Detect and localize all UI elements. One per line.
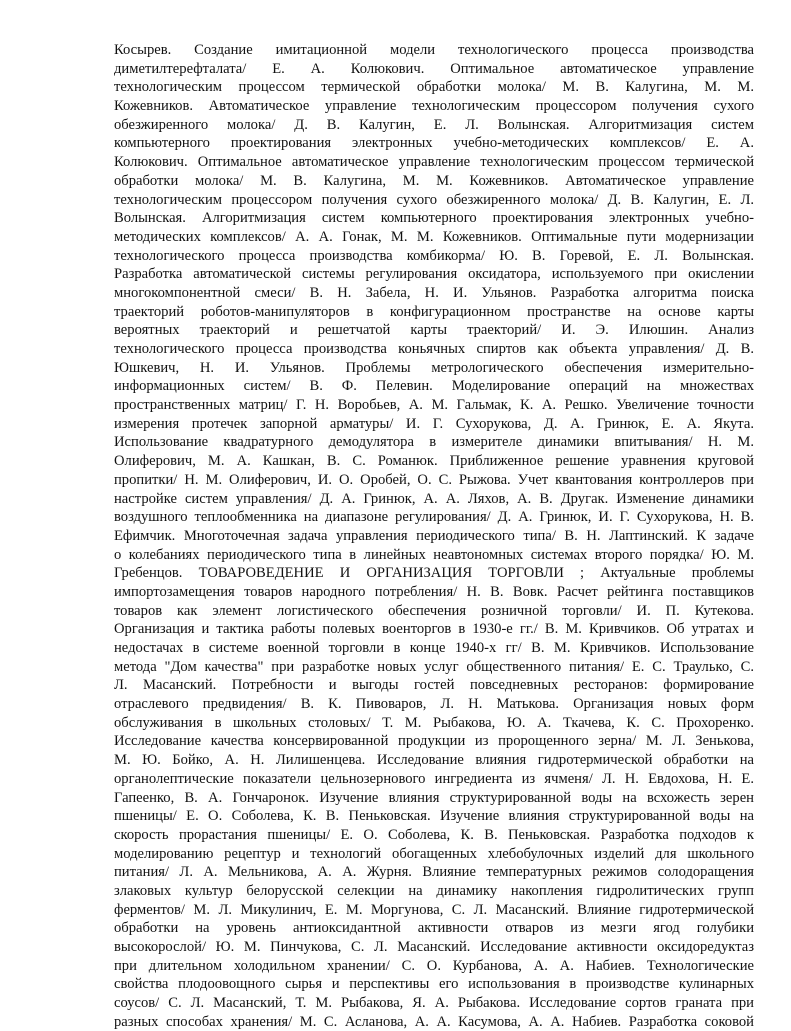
text-line: обезжиренного молока/ Д. В. Калугин, Е. Л. Волынская. Алгоритмизация систем (114, 116, 754, 133)
text-line: товаров как элемент логистического обеспечения розничной торговли/ И. П. Кутекова. (114, 602, 754, 619)
text-line: Организация и тактика работы полевых военторгов в 1930-е гг./ В. М. Кривчиков. Об утратах и (114, 621, 754, 638)
text-line: ферментов/ М. Л. Микулинич, Е. М. Моргунова, С. Л. Масанский. Влияние гидротермической (114, 901, 754, 918)
text-line: Разработка автоматической системы регулирования оксидатора, используемого при окислении (114, 266, 754, 283)
text-line: органолептические показатели цельнозернового ингредиента из ячменя/ Л. Н. Евдохова, Н. Е. (114, 770, 754, 787)
text-line: метода "Дом качества" при разработке новых услуг общественного питания/ Е. С. Траулько, С. (114, 658, 754, 675)
text-line: настройке систем управления/ Д. А. Гринюк, А. А. Ляхов, А. В. Другак. Изменение динамики (114, 490, 754, 507)
text-line: Исследование качества консервированной продукции из пророщенного зерна/ М. Л. Зенькова, (114, 733, 754, 750)
text-line: обработки молока/ М. В. Калугина, М. М. Кожевников. Автоматическое управление (114, 172, 754, 189)
text-line: о колебаниях периодического типа в линейных неавтономных системах второго порядка/ Ю. М. (114, 546, 754, 563)
text-line: пропитки/ Н. М. Олиферович, И. О. Оробей, О. С. Рыжова. Учет квантования контроллеров при (114, 471, 754, 488)
text-line: информационных систем/ В. Ф. Пелевин. Моделирование операций на множествах (114, 378, 754, 395)
text-line: измерения протечек запорной арматуры/ И. Г. Сухорукова, Д. А. Гринюк, Е. А. Якута. (114, 415, 754, 432)
text-line: воздушного теплообменника на диапазоне регулирования/ Д. А. Гринюк, И. Г. Сухорукова, Н. В. (114, 509, 754, 526)
text-line: Гапеенко, В. А. Гончаронок. Изучение влияния структурированной воды на всхожесть зерен (114, 789, 754, 806)
text-line: высокорослой/ Ю. М. Пинчукова, С. Л. Масанский. Исследование активности оксидоредуктаз (114, 939, 754, 955)
text-line: методических комплексов/ А. А. Гонак, М. М. Кожевников. Оптимальные пути модернизации (114, 228, 754, 245)
text-line: технологическим процессором получения сухого обезжиренного молока/ Д. В. Калугин, Е. Л. (114, 191, 754, 208)
text-line: Кожевников. Автоматическое управление технологическим процессором получения сухого (114, 98, 754, 115)
text-line: разных способах хранения/ М. С. Асланова, А. А. Касумова, А. А. Набиев. Разработка соковой (114, 1013, 754, 1030)
text-line: пшеницы/ Е. О. Соболева, К. В. Пеньковская. Изучение влияния структурированной воды на (114, 808, 754, 825)
text-line: свойства плодоовощного сырья и перспективы его использования в производстве кулинарных (114, 976, 754, 993)
text-line: Волынская. Алгоритмизация систем компьютерного проектирования электронных учебно- (114, 210, 754, 227)
text-line: обслуживания в школьных столовых/ Т. М. Рыбакова, Ю. А. Ткачева, К. С. Прохоренко. (114, 714, 754, 731)
text-line: моделированию рецептур и технологий обогащенных хлебобулочных изделий для школьного (114, 845, 754, 862)
text-line: соусов/ С. Л. Масанский, Т. М. Рыбакова, Я. А. Рыбакова. Исследование сортов граната при (114, 995, 754, 1012)
text-line: многокомпонентной смеси/ В. Н. Забела, Н. И. Ульянов. Разработка алгоритма поиска (114, 284, 754, 301)
text-line: Косырев. Создание имитационной модели технологического процесса производства (114, 42, 754, 58)
text-line: Колюкович. Оптимальное автоматическое управление технологическим процессом термической (114, 154, 754, 171)
text-line: технологического процесса производства комбикорма/ Ю. В. Горевой, Е. Л. Волынская. (114, 247, 754, 264)
text-line: технологическим процессом термической обработки молока/ М. В. Калугина, М. М. (114, 79, 754, 96)
text-line: скорость прорастания пшеницы/ Е. О. Соболева, К. В. Пеньковская. Разработка подходов к (114, 826, 754, 843)
text-line: Олиферович, М. А. Кашкан, В. С. Романюк. Приближенное решение уравнения круговой (114, 453, 754, 470)
text-line: отраслевого предвидения/ В. К. Пивоваров, Л. Н. Матькова. Организация новых форм (114, 696, 754, 713)
text-line: при длительном холодильном хранении/ С. О. Курбанова, А. А. Набиев. Технологические (114, 957, 754, 974)
text-line: диметилтерефталата/ Е. А. Колюкович. Оптимальное автоматическое управление (114, 60, 754, 77)
text-line: обработки на уровень антиоксидантной активности отваров из мезги ягод голубики (114, 920, 754, 937)
text-line: технологического процесса производства коньячных спиртов как объекта управления/ Д. В. (114, 341, 754, 357)
text-line: траекторий роботов-манипуляторов в конфигурационном пространстве на основе карты (114, 303, 754, 320)
text-line: Использование квадратурного демодулятора в измерителе динамики впитывания/ Н. М. (114, 434, 754, 451)
text-line: пространственных матриц/ Г. Н. Воробьев, А. М. Гальмак, К. А. Решко. Увеличение точности (114, 397, 754, 414)
text-line: Гребенцов. ТОВАРОВЕДЕНИЕ И ОРГАНИЗАЦИЯ ТОРГОВЛИ ; Актуальные проблемы (114, 565, 754, 582)
text-line: М. Ю. Бойко, А. Н. Лилишенцева. Исследование влияния гидротермической обработки на (114, 752, 754, 769)
text-line: импортозамещения товаров народного потребления/ Н. В. Вовк. Расчет рейтинга поставщиков (114, 583, 754, 600)
text-line: Юшкевич, Н. И. Ульянов. Проблемы метрологического обеспечения измерительно- (114, 359, 754, 376)
text-line: злаковых культур белорусской селекции на динамику накопления гидролитических групп (114, 882, 754, 899)
text-line: Ефимчик. Многоточечная задача управления периодического типа/ В. Н. Лаптинский. К задаче (114, 527, 754, 544)
text-line: Л. Масанский. Потребности и выгоды гостей повседневных ресторанов: формирование (114, 677, 754, 694)
text-line: питания/ Л. А. Мельникова, А. А. Журня. Влияние температурных режимов солодоращения (114, 864, 754, 881)
text-line: компьютерного проектирования электронных учебно-методических комплексов/ Е. А. (114, 135, 754, 152)
body-text (114, 41, 754, 1031)
text-line: недостачах в системе военной торговли в конце 1940-х гг/ В. М. Кривчиков. Использование (114, 640, 754, 656)
text-line: вероятных траекторий и решетчатой карты траекторий/ И. Э. Илюшин. Анализ (114, 322, 754, 339)
